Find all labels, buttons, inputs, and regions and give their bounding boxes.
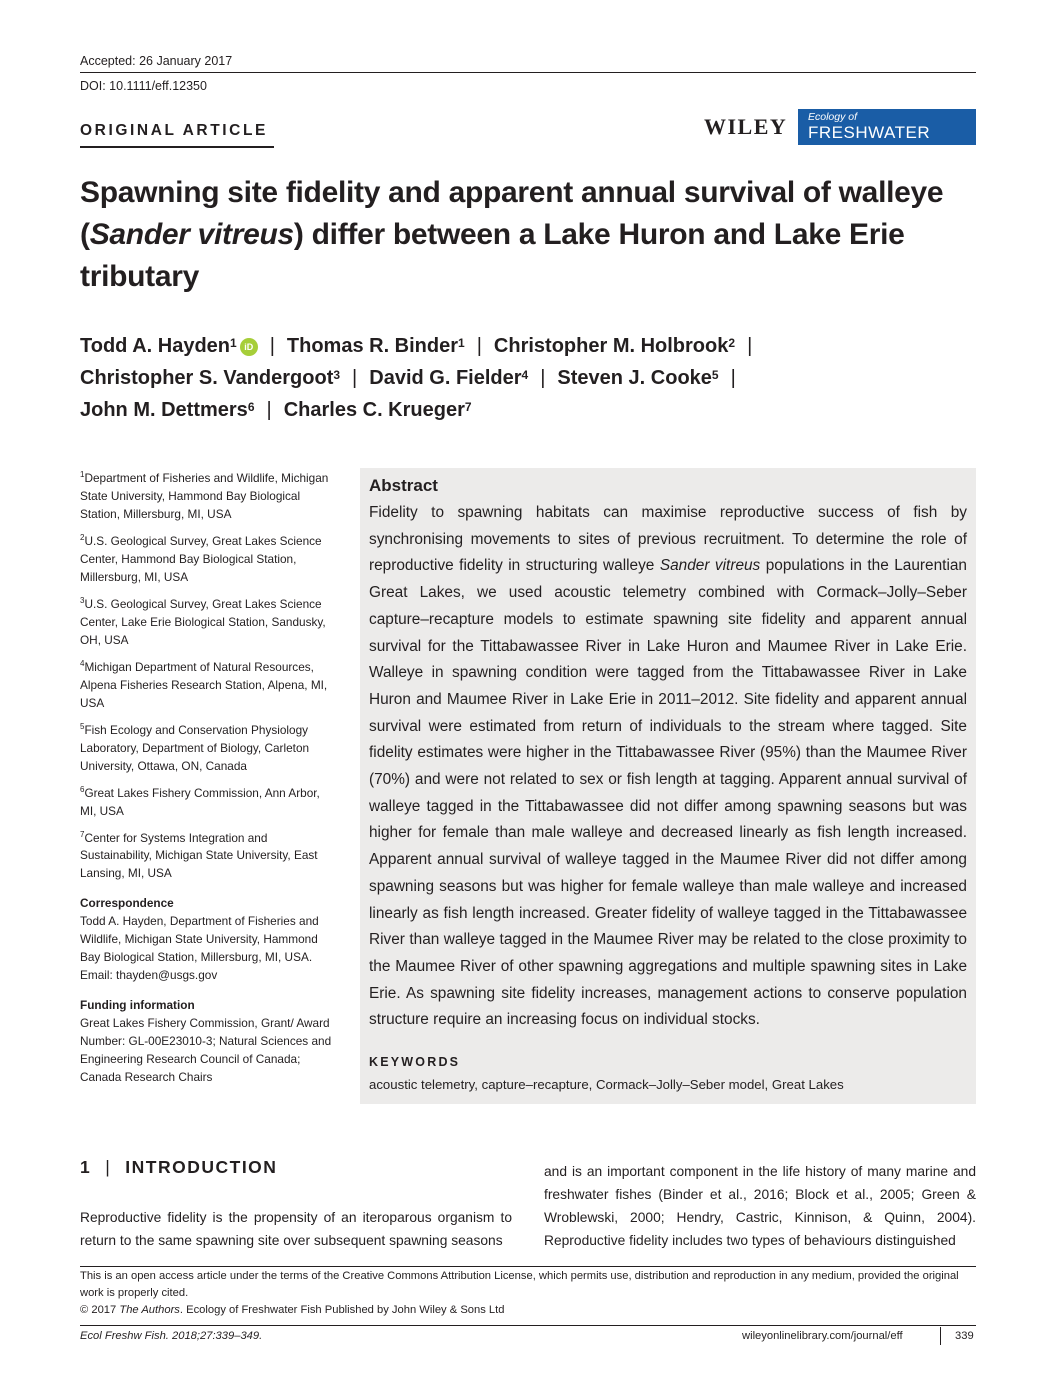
author-separator: | <box>747 335 753 357</box>
affiliation: $^7$Center for Systems Integration and Sustainability, Michigan State University, East Lansing, MI, USA <box>80 829 318 881</box>
title-species: Sander vitreus <box>89 218 294 251</box>
journal-logo <box>798 109 976 162</box>
affiliation: $^5$Fish Ecology and Conservation Physiology Laboratory, Department of Biology, Carleton University, Ottawa, ON, Canada <box>80 721 310 773</box>
author[interactable]: David G. Fielder$^4$ <box>369 367 529 389</box>
body-text-right: and is an important component in the life history of many marine and freshwater fishes (Binder et al., 2016; Block et al., 2005; Green & Wroblewski, 2000; Hendry, Castric, Kinnison, & Quinn, 2004). Reproductive fidelity includes two types of behaviours distinguished <box>544 1164 976 1248</box>
correspondence-heading: Correspondence <box>80 896 174 911</box>
article-title <box>80 172 980 298</box>
author-separator: | <box>352 367 358 389</box>
author[interactable]: Thomas R. Binder$^1$ <box>286 335 465 357</box>
body-text-left: Reproductive fidelity is the propensity of an iteroparous organism to return to the same spawning site over subsequent spawning seasons <box>80 1210 512 1248</box>
journal-url[interactable]: wileyonlinelibrary.com/journal/eff <box>742 1330 903 1342</box>
abstract-heading: Abstract <box>369 476 438 495</box>
affiliation: $^1$Department of Fisheries and Wildlife, Michigan State University, Hammond Bay Biological Station, Millersburg, MI, USA <box>80 470 329 521</box>
affiliation: $^6$Great Lakes Fishery Commission, Ann Arbor, MI, USA <box>80 784 320 818</box>
correspondence-text: Todd A. Hayden, Department of Fisheries and Wildlife, Michigan State University, Hammond Bay Biological Station, Millersburg, MI, USA. <box>80 914 319 965</box>
funding-heading: Funding information <box>80 998 195 1013</box>
author-separator: | <box>269 335 275 357</box>
correspondence-email[interactable]: Email: thayden@usgs.gov <box>80 968 218 983</box>
title-part2: ) differ between a Lake Huron and Lake Erie tributary <box>80 218 905 293</box>
accepted-date: Accepted: 26 January 2017 <box>80 54 233 68</box>
author[interactable]: Charles C. Krueger$^7$ <box>283 399 472 421</box>
section-separator: | <box>105 1157 112 1177</box>
affiliation: $^3$U.S. Geological Survey, Great Lakes Science Center, Lake Erie Biological Station, Sandusky, OH, USA <box>80 595 326 647</box>
author[interactable]: Todd A. Hayden$^1$ <box>80 335 237 357</box>
section-label: ORIGINAL ARTICLE <box>80 122 268 139</box>
affiliation: $^4$Michigan Department of Natural Resources, Alpena Fisheries Research Station, Alpena, MI, USA <box>80 658 328 710</box>
affiliation: $^2$U.S. Geological Survey, Great Lakes Science Center, Hammond Bay Biological Station, Millersburg, MI, USA <box>80 532 322 584</box>
title-part1: Spawning site fidelity and apparent annual survival of walleye ( <box>80 176 944 251</box>
author-separator: | <box>540 367 546 389</box>
author-separator: | <box>476 335 482 357</box>
page-number: 339 <box>955 1330 974 1342</box>
affiliations-sidebar <box>80 466 335 1086</box>
author[interactable]: Christopher S. Vandergoot$^3$ <box>80 367 341 389</box>
license-note: This is an open access article under the terms of the Creative Commons Attribution License, which permits use, distribution and reproduction in any medium, provided the original work is properly cited. © 2017 The Authors. Ecology of Freshwater Fish Published by John Wiley & Sons Ltd <box>80 1270 959 1316</box>
section-heading: 1 | INTRODUCTION <box>80 1157 278 1177</box>
author-separator: | <box>266 399 272 421</box>
author[interactable]: Christopher M. Holbrook$^2$ <box>493 335 736 357</box>
orcid-icon[interactable]: iD <box>240 338 258 356</box>
header-divider <box>80 72 976 73</box>
footer-divider <box>80 1266 976 1267</box>
bottom-divider <box>80 1325 976 1326</box>
author-list <box>80 330 980 426</box>
journal-logo-line1: Ecology of <box>808 111 858 123</box>
page-divider <box>940 1327 941 1345</box>
abstract-text: Fidelity to spawning habitats can maximise reproductive success of fish by synchronising movements to sites of previous recruitment. To determine the role of reproductive fidelity in structuring walleye Sander vitreus populations in the Laurentian Great Lakes, we used acoustic telemetry combined with Cormack–Jolly–Seber capture–recapture models to estimate spawning site fidelity and apparent annual survival for the Tittabawassee River in Lake Huron and Maumee River in Lake Erie. Walleye in spawning condition were tagged from the Tittabawassee River in Lake Huron and Maumee River in Lake Erie in 2011–2012. Site fidelity and apparent annual survival were estimated from return of individuals to the stream where tagged. Site fidelity estimates were higher in the Tittabawassee River (95%) than the Maumee River (70%) and were not related to sex or fish length at tagging. Apparent annual survival of walleye tagged in the Tittabawassee did not differ among spawning seasons but was higher for female than male walleye and decreased linearly as fish length increased. Apparent annual survival of walleye tagged in the Maumee River did not differ among spawning seasons but was higher for female walleye than male walleye and increased linearly as fish length increased. Greater fidelity of walleye tagged in the Tittabawassee River than walleye tagged in the Maumee River may be related to the close proximity to the Maumee River of other spawning aggregations and multiple spawning sites in Lake Erie. As spawning site fidelity increases, management actions to conserve population structure require an increasing focus on individual stocks. <box>369 504 967 1029</box>
funding-text: Great Lakes Fishery Commission, Grant/ Award Number: GL-00E23010-3; Natural Sciences and Engineering Research Council of Canada; Canada Research Chairs <box>80 1016 332 1085</box>
section-label-underline <box>80 146 274 148</box>
keywords-heading: KEYWORDS <box>369 1055 461 1069</box>
doi: DOI: 10.1111/eff.12350 <box>80 79 207 93</box>
journal-logo-line2: FRESHWATER FISH <box>808 123 931 162</box>
author[interactable]: John M. Dettmers$^6$ <box>80 399 255 421</box>
author[interactable]: Steven J. Cooke$^5$ <box>557 367 719 389</box>
citation: Ecol Freshw Fish. 2018;27:339–349. <box>80 1330 263 1342</box>
keywords-text: acoustic telemetry, capture–recapture, Cormack–Jolly–Seber model, Great Lakes <box>369 1077 844 1092</box>
publisher-logo: WILEY <box>704 114 788 139</box>
author-separator: | <box>730 367 736 389</box>
